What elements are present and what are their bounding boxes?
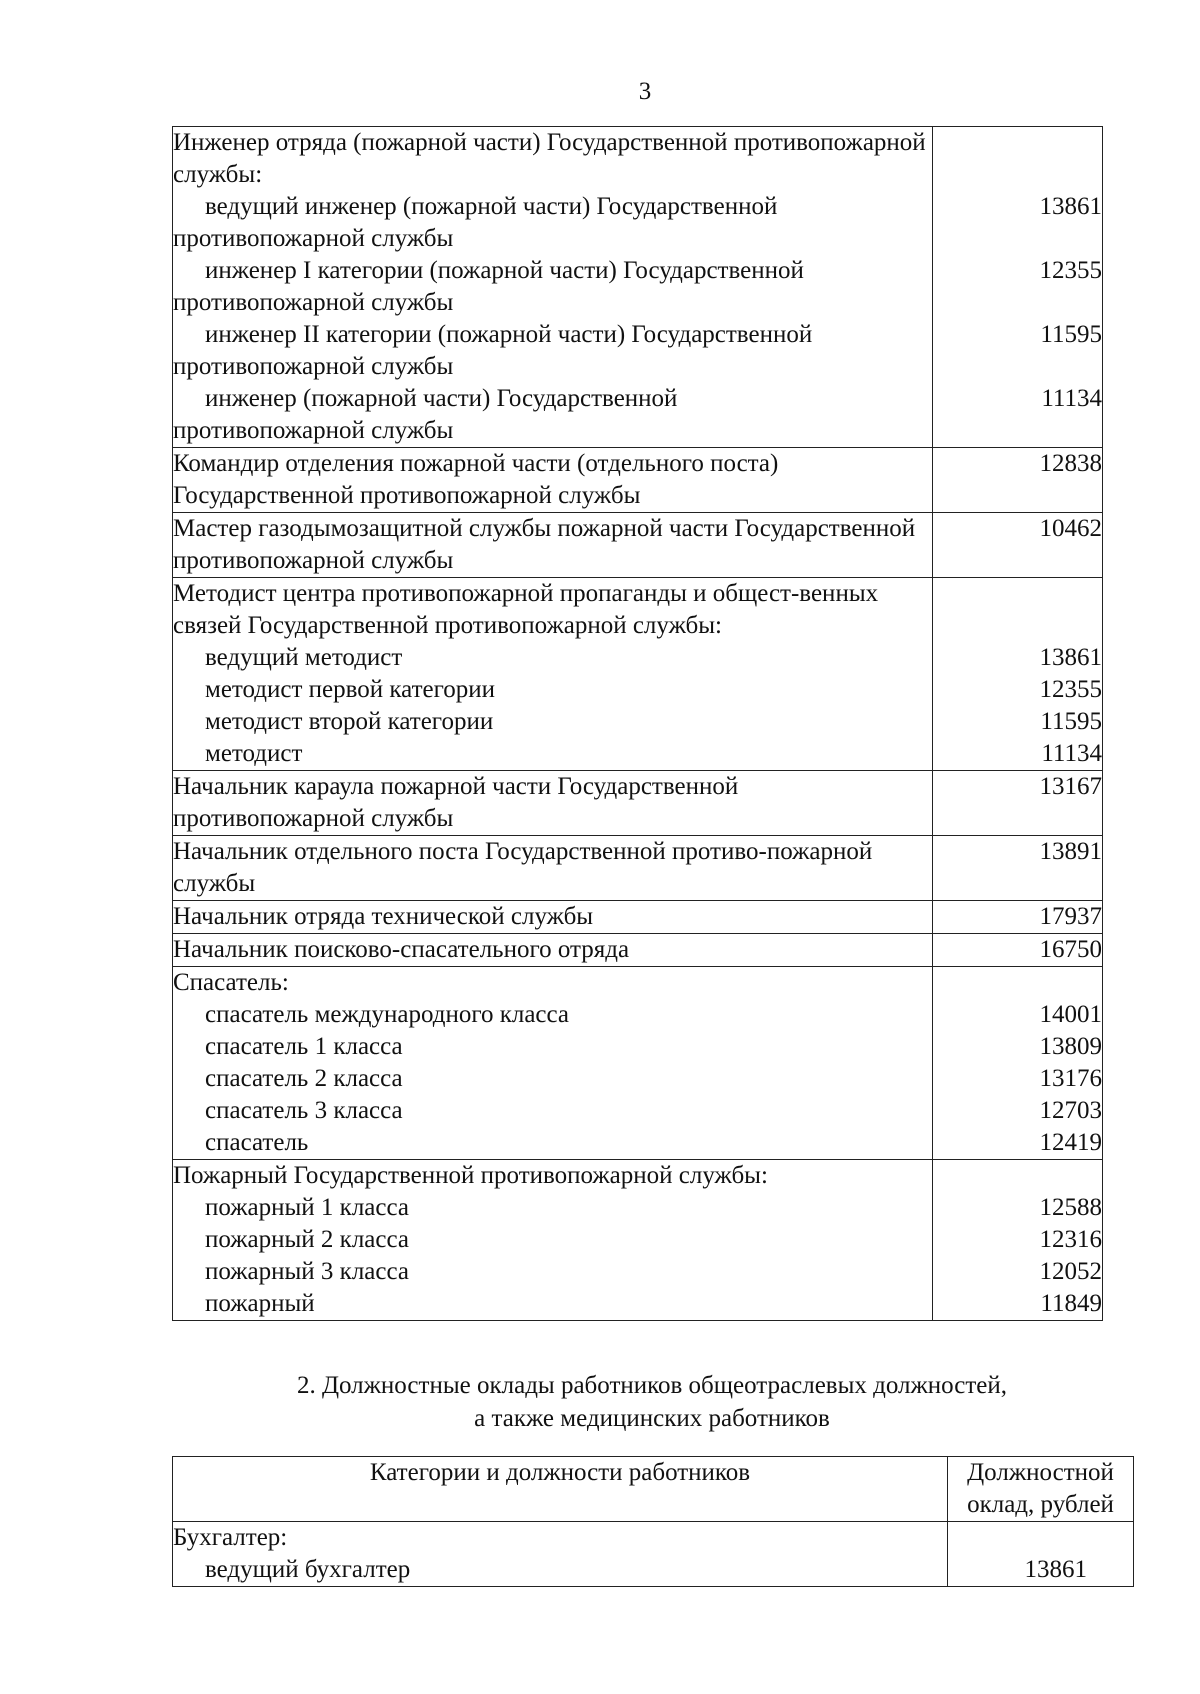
position-title: Начальник отряда технической службы — [173, 903, 594, 930]
salary-value: 11595 — [1040, 708, 1102, 735]
position-title: Начальник караула пожарной части Государственной противопожарной службы — [173, 773, 739, 832]
position-title: Бухгалтер: — [173, 1524, 288, 1551]
salary-value: 11849 — [1040, 1290, 1102, 1317]
table-row — [173, 771, 1103, 836]
blank-line — [933, 159, 1102, 191]
table-row — [173, 513, 1103, 578]
column-header-salary-line-2: оклад, рублей — [967, 1491, 1114, 1518]
section-2-title-line-1: 2. Должностные оклады работников общеотраслевых должностей, — [296, 1372, 1008, 1399]
salary-value: 12703 — [1039, 1097, 1102, 1124]
blank-line — [933, 415, 1102, 447]
salary-value: 11134 — [1041, 740, 1102, 767]
position-subitem: спасатель 3 класса — [205, 1097, 403, 1124]
position-subitem: пожарный 3 класса — [205, 1258, 409, 1285]
blank-line — [933, 351, 1102, 383]
section-2-title-line-2: а также медицинских работников — [474, 1405, 830, 1432]
position-subitem: спасатель — [205, 1129, 309, 1156]
table-header-row — [173, 1457, 1134, 1522]
salary-value: 12052 — [1039, 1258, 1102, 1285]
position-subitem: методист — [205, 740, 303, 767]
position-subitem: ведущий методист — [205, 644, 403, 671]
salary-cell — [948, 1522, 1134, 1587]
salary-value: 11595 — [1040, 321, 1102, 348]
blank-line — [933, 223, 1102, 255]
position-cell — [173, 967, 933, 1160]
position-subitem: методист первой категории — [205, 676, 496, 703]
salary-value: 13891 — [1039, 838, 1102, 865]
salary-value: 13861 — [1039, 644, 1102, 671]
position-title: Командир отделения пожарной части (отдельного поста) Государственной противопожарной службы — [173, 450, 779, 509]
salary-value: 11134 — [1041, 385, 1102, 412]
position-cell — [173, 901, 933, 934]
position-subitem: пожарный 2 класса — [205, 1226, 409, 1253]
salary-value: 17937 — [1039, 903, 1102, 930]
salary-value: 14001 — [1039, 1001, 1102, 1028]
position-subitem: инженер II категории (пожарной части) Государственной — [205, 321, 813, 348]
page-number: 3 — [638, 78, 652, 105]
blank-line — [933, 1160, 1102, 1192]
blank-line — [948, 1522, 1087, 1554]
table-row — [173, 934, 1103, 967]
salary-value: 13861 — [1039, 193, 1102, 220]
blank-line — [933, 967, 1102, 999]
position-subitem: пожарный 1 класса — [205, 1194, 409, 1221]
position-title: Начальник отдельного поста Государственной противо-пожарной службы — [173, 838, 873, 897]
salary-value: 13167 — [1039, 773, 1102, 800]
position-title: Пожарный Государственной противопожарной службы: — [173, 1162, 768, 1189]
blank-line — [933, 287, 1102, 319]
salary-cell — [933, 901, 1103, 934]
column-header-categories: Категории и должности работников — [173, 1457, 948, 1522]
salary-cell — [933, 513, 1103, 578]
salary-cell — [933, 836, 1103, 901]
salary-value: 16750 — [1039, 936, 1102, 963]
position-cell — [173, 836, 933, 901]
position-subitem: инженер I категории (пожарной части) Государственной — [205, 257, 804, 284]
table-row — [173, 836, 1103, 901]
position-title: Спасатель: — [173, 969, 289, 996]
salary-cell — [933, 448, 1103, 513]
salary-cell — [933, 578, 1103, 771]
position-title: Методист центра противопожарной пропаганды и общест-венных связей Государственной противопожарной службы: — [173, 580, 879, 639]
blank-line — [933, 578, 1102, 610]
salary-cell — [933, 934, 1103, 967]
position-cell — [173, 513, 933, 578]
salary-value: 13176 — [1039, 1065, 1102, 1092]
salary-value: 12419 — [1039, 1129, 1102, 1156]
table-row — [173, 578, 1103, 771]
position-subitem-continuation: противопожарной службы — [173, 289, 454, 316]
position-subitem: спасатель 2 класса — [205, 1065, 403, 1092]
table-row — [173, 901, 1103, 934]
section-2-title — [172, 1369, 1132, 1435]
salary-cell — [933, 1160, 1103, 1321]
table-row — [173, 448, 1103, 513]
salary-value: 13809 — [1039, 1033, 1102, 1060]
blank-line — [933, 610, 1102, 642]
position-subitem: инженер (пожарной части) Государственной — [205, 385, 678, 412]
blank-line — [933, 127, 1102, 159]
position-subitem: спасатель международного класса — [205, 1001, 570, 1028]
table-row — [173, 967, 1103, 1160]
salary-table-fire-service — [172, 126, 1103, 1321]
position-cell — [173, 771, 933, 836]
salary-table-general-positions — [172, 1456, 1134, 1587]
position-cell — [173, 448, 933, 513]
salary-cell — [933, 771, 1103, 836]
position-subitem: спасатель 1 класса — [205, 1033, 403, 1060]
position-subitem-continuation: противопожарной службы — [173, 225, 454, 252]
position-cell — [173, 1522, 948, 1587]
salary-value: 10462 — [1039, 515, 1102, 542]
table-row — [173, 127, 1103, 448]
position-subitem: пожарный — [205, 1290, 315, 1317]
salary-value: 12588 — [1039, 1194, 1102, 1221]
salary-value: 12838 — [1039, 450, 1102, 477]
salary-value: 12355 — [1039, 676, 1102, 703]
position-title: Начальник поисково-спасательного отряда — [173, 936, 630, 963]
position-subitem-continuation: противопожарной службы — [173, 353, 454, 380]
table-row — [173, 1522, 1134, 1587]
position-cell — [173, 127, 933, 448]
salary-value: 12355 — [1039, 257, 1102, 284]
position-subitem: ведущий инженер (пожарной части) Государственной — [205, 193, 778, 220]
position-subitem: методист второй категории — [205, 708, 494, 735]
position-cell — [173, 934, 933, 967]
salary-value: 12316 — [1039, 1226, 1102, 1253]
position-cell — [173, 1160, 933, 1321]
table-row — [173, 1160, 1103, 1321]
position-subitem: ведущий бухгалтер — [205, 1556, 411, 1583]
position-title: Мастер газодымозащитной службы пожарной части Государственной противопожарной службы — [173, 515, 916, 574]
salary-cell — [933, 127, 1103, 448]
salary-cell — [933, 967, 1103, 1160]
position-title: Инженер отряда (пожарной части) Государственной противопожарной службы: — [173, 129, 926, 188]
salary-value: 13861 — [1024, 1556, 1087, 1583]
column-header-salary — [948, 1457, 1134, 1522]
position-cell — [173, 578, 933, 771]
column-header-salary-line-1: Должностной — [967, 1459, 1114, 1486]
position-subitem-continuation: противопожарной службы — [173, 417, 454, 444]
